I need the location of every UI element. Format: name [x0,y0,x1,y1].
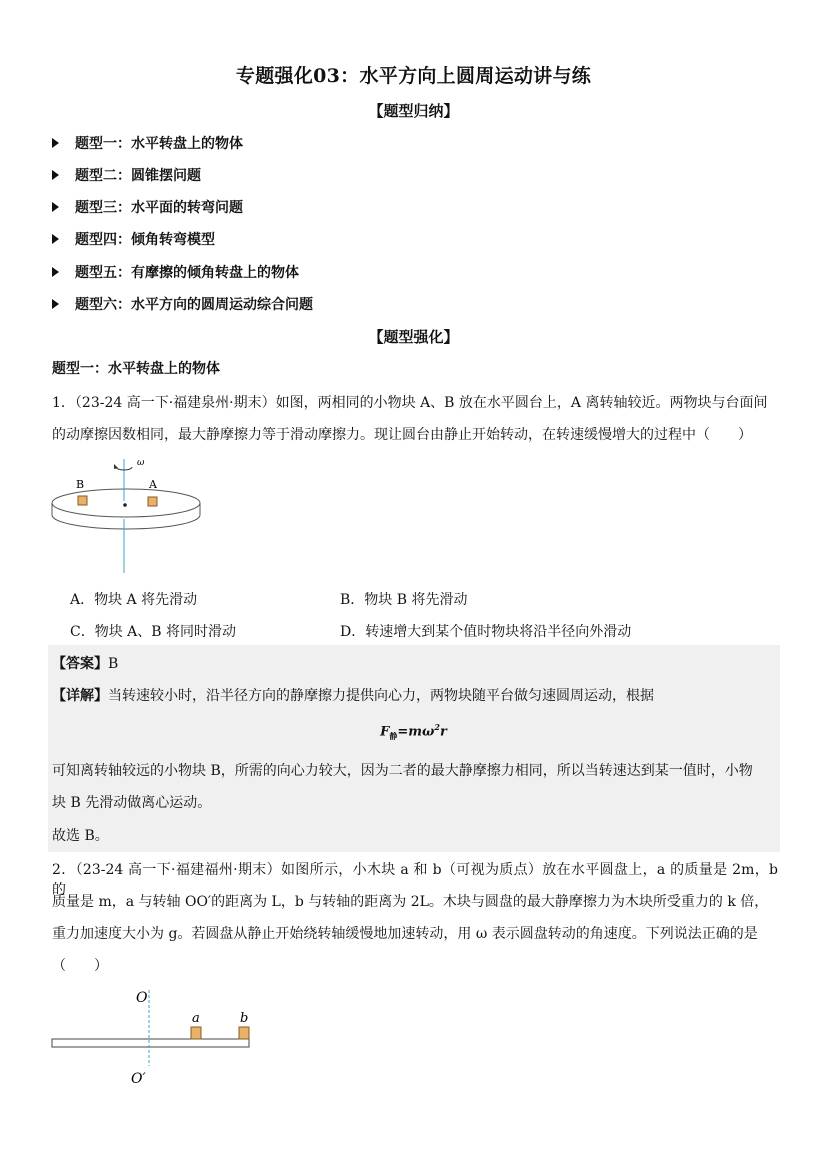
q1-turntable-figure [48,455,208,575]
toc-item-label: 题型三：水平面的转弯问题 [75,200,243,216]
formula-r: r [439,724,447,740]
q1-option-b: B．物块 B 将先滑动 [340,592,468,608]
q1-detail-line3: 块 B 先滑动做离心运动。 [52,795,212,811]
q1-detail-line1 [52,686,778,706]
q1-detail-line2: 可知离转轴较远的小物块 B，所需的向心力较大，因为二者的最大静摩擦力相同，所以当转速达到某一值时，小物 [52,763,753,779]
answer-label: 【答案】 [52,656,108,672]
toc-item-label: 题型四：倾角转弯模型 [75,232,215,248]
arrow-bullet-icon [52,202,59,212]
q1-answer [52,654,778,674]
toc-item-3 [52,197,243,217]
detail-text: 当转速较小时，沿半径方向的静摩擦力提供向心力，两物块随平台做匀速圆周运动，根据 [108,688,654,704]
q1-option-a: A．物块 A 将先滑动 [70,592,198,608]
q2-disk-figure [48,984,268,1094]
toc-item-label: 题型六：水平方向的圆周运动综合问题 [75,297,313,313]
q2-stem-line1: 2．（23-24 高一下·福建福州·期末）如图所示，小木块 a 和 b（可视为质点）放在水平圆盘上，a 的质量是 2m，b 的 [52,862,778,898]
q2-stem-line4: （ ） [52,958,108,974]
toc-item-label: 题型五：有摩擦的倾角转盘上的物体 [75,265,299,281]
q2-stem-line3: 重力加速度大小为 g。若圆盘从静止开始绕转轴缓慢地加速转动，用 ω 表示圆盘转动的角速度。下列说法正确的是 [52,926,758,942]
practice-heading: 【题型强化】 [368,328,459,346]
detail-label: 【详解】 [52,688,108,704]
toc-item-6 [52,294,313,314]
q1-stem-line1: 1．（23-24 高一下·福建泉州·期末）如图，两相同的小物块 A、B 放在水平圆台上，A 离转轴较近。两物块与台面间 [52,395,768,411]
toc-item-label: 题型一：水平转盘上的物体 [75,136,243,152]
q1-option-d: D．转速增大到某个值时物块将沿半径向外滑动 [340,624,632,640]
arrow-bullet-icon [52,234,59,244]
toc-item-label: 题型二：圆锥摆问题 [75,168,201,184]
toc-item-4 [52,229,215,249]
answer-box [48,645,780,852]
summary-heading: 【题型归纳】 [368,102,459,120]
formula-rhs: =mω [397,724,435,740]
label-b: B [76,478,85,491]
label-a: A [149,478,157,491]
label-o-bottom: O′ [131,1071,146,1087]
q1-option-c: C．物块 A、B 将同时滑动 [70,624,237,640]
answer-value: B [108,656,119,672]
label-b: b [240,1011,249,1026]
arrow-bullet-icon [52,170,59,180]
label-o-top: O [136,990,148,1006]
page-title: 专题强化03：水平方向上圆周运动讲与练 [235,65,592,87]
q1-stem-line2: 的动摩擦因数相同，最大静摩擦力等于滑动摩擦力。现让圆台由静止开始转动，在转速缓慢增大的过程中（ ） [52,427,752,443]
arrow-bullet-icon [52,138,59,148]
centripetal-formula [0,722,827,742]
toc-item-2 [52,165,201,185]
arrow-bullet-icon [52,267,59,277]
arrow-bullet-icon [52,299,59,309]
label-omega: ω [137,458,145,468]
toc-item-1 [52,133,243,153]
topic-title: 题型一：水平转盘上的物体 [52,361,220,377]
formula-sub: 静 [389,730,398,741]
label-a: a [192,1011,200,1026]
q2-stem-line2: 质量是 m，a 与转轴 OO′的距离为 L，b 与转轴的距离为 2L。木块与圆盘的最大静摩擦力为木块所受重力的 k 倍， [52,894,769,910]
toc-item-5 [52,262,299,282]
q1-conclusion: 故选 B。 [52,828,109,844]
formula-sup: 2 [434,722,440,732]
formula-lhs: F [380,724,390,740]
